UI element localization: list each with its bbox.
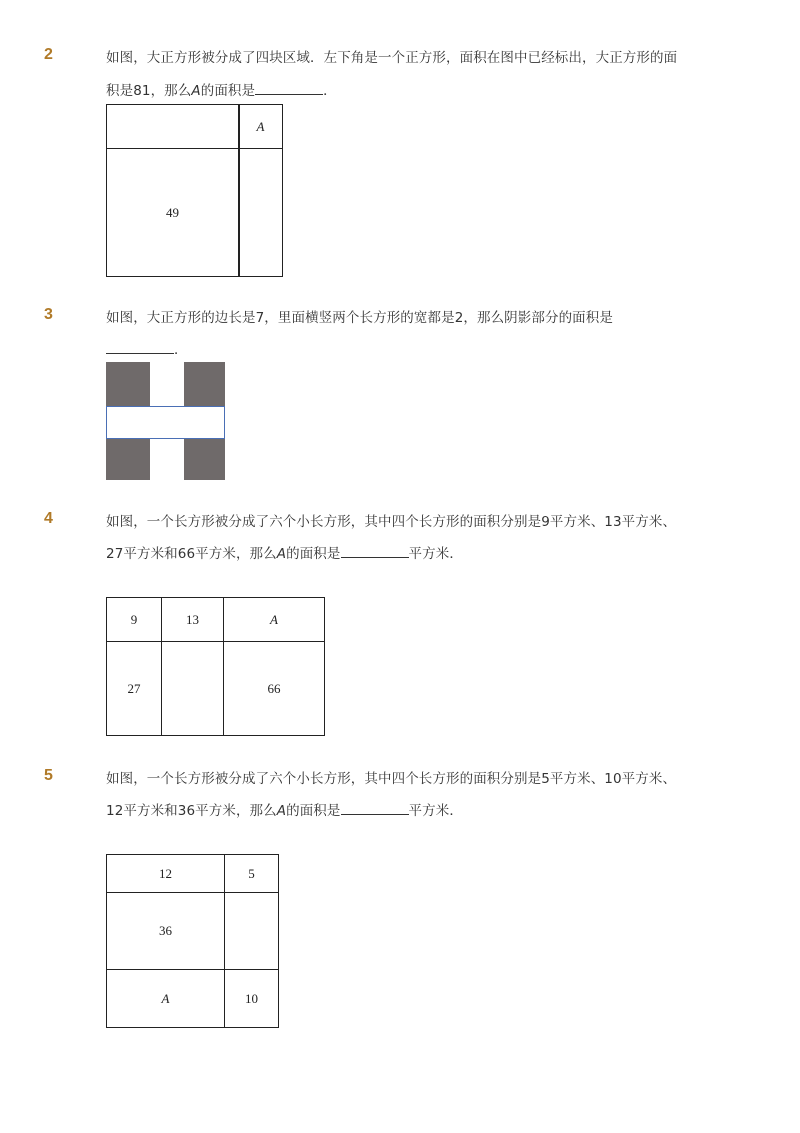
cell-36: 36 [159,923,172,938]
problem-5-text: 的面积是 [286,803,341,819]
variable-a: A [276,546,287,562]
problem-2-figure [106,104,283,277]
cell-27: 27 [127,680,141,696]
problem-5-line-2 [106,799,463,819]
cell-13: 13 [186,611,199,627]
answer-blank[interactable] [341,557,409,558]
problem-2-text: ． [323,83,337,99]
problem-number-4: 4 [44,510,53,527]
problem-4-text: 27平方米和66平方米，那么 [106,546,277,562]
cell-a: A [161,990,170,1006]
problem-number-3: 3 [44,306,53,323]
cell-12: 12 [159,865,172,881]
cell-9: 9 [130,611,138,627]
problem-4-text: 的面积是 [286,546,341,562]
cell-5: 5 [248,865,255,881]
problem-5-line-1: 如图，一个长方形被分成了六个小长方形，其中四个长方形的面积分别是5平方米、10平方米、 [106,771,677,787]
horizontal-strip [106,406,225,439]
problem-3-text: ． [174,342,188,358]
problem-number-2: 2 [44,46,53,63]
problem-3-line-1: 如图，大正方形的边长是7，里面横竖两个长方形的宽都是2，那么阴影部分的面积是 [106,310,613,326]
answer-blank[interactable] [106,353,174,354]
problem-4-line-2 [106,542,463,562]
problem-2-line-1: 如图，大正方形被分成了四块区域．左下角是一个正方形，面积在图中已经标出，大正方形的面 [106,50,678,66]
problem-3-figure [106,362,225,480]
problem-4-text: 平方米． [408,546,463,562]
problem-4-figure [106,597,325,736]
variable-a: A [191,83,201,99]
answer-blank[interactable] [341,814,409,815]
problem-2-line-2 [106,79,337,99]
problem-2-text: 的面积是 [200,83,256,99]
cell-a: A [270,611,278,627]
cell-66: 66 [267,680,281,696]
cell-10: 10 [245,990,258,1006]
problem-5-figure [106,854,279,1028]
problem-5-text: 12平方米和36平方米，那么 [106,803,277,819]
problem-3-line-2 [106,338,188,358]
problem-5-text: 平方米． [408,803,463,819]
strip-edge-right [224,406,225,439]
strip-edge-left [106,406,107,439]
answer-blank[interactable] [255,94,323,95]
variable-a: A [276,803,287,819]
problem-number-5: 5 [44,767,53,784]
problem-2-text: 积是81，那么 [106,83,192,99]
problem-4-line-1: 如图，一个长方形被分成了六个小长方形，其中四个长方形的面积分别是9平方米、13平方米、 [106,514,677,530]
cell-area-49: 49 [166,204,179,220]
cell-a: A [256,118,265,134]
